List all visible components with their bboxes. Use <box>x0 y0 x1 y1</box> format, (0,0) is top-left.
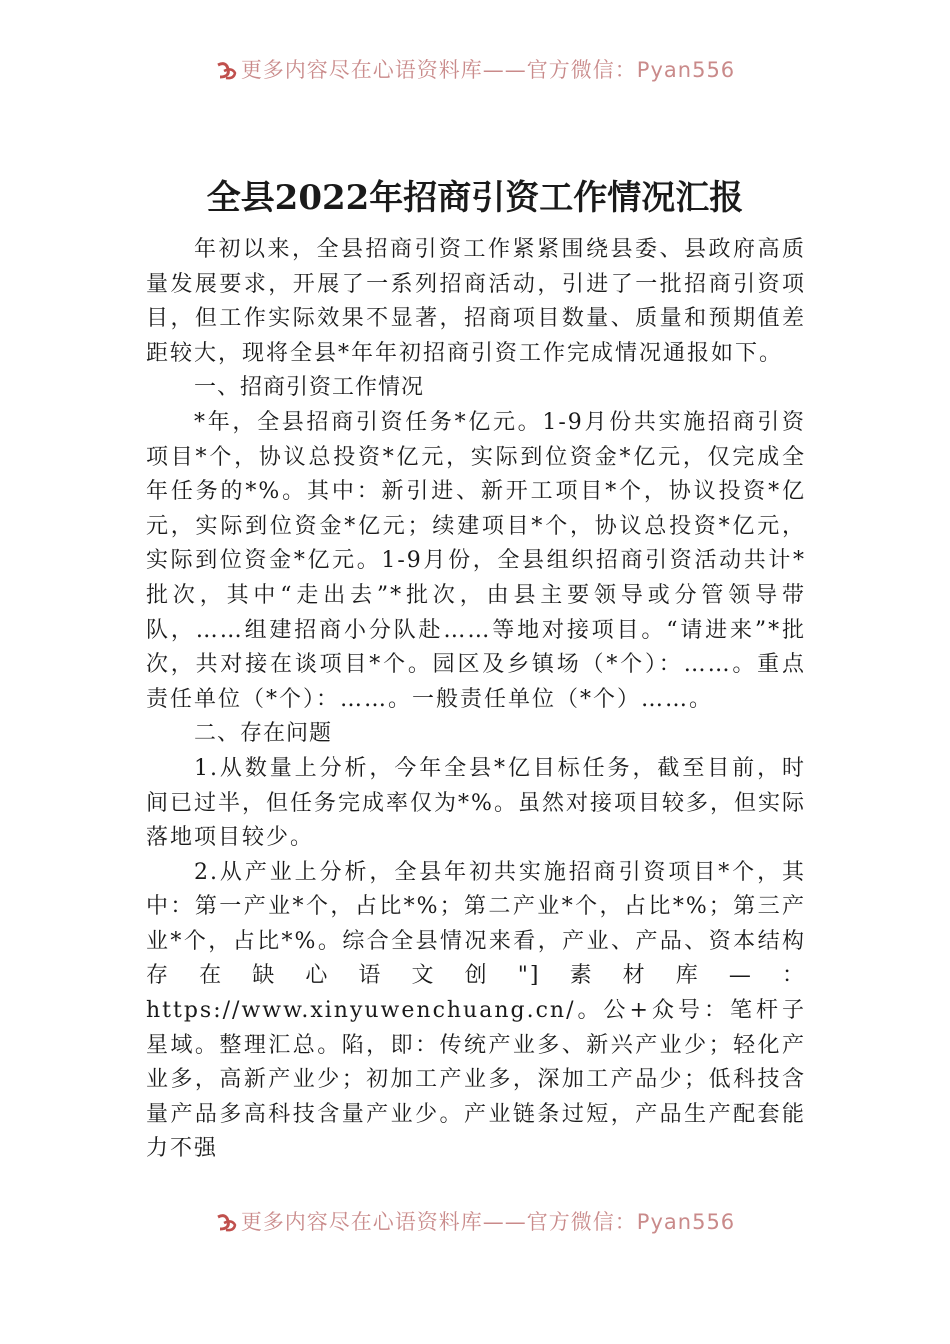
page-title: 全县2022年招商引资工作情况汇报 <box>206 178 744 218</box>
section-1-paragraph: *年，全县招商引资任务*亿元。1-9月份共实施招商引资项目*个，协议总投资*亿元，实际到位资金*亿元，仅完成全年任务的*%。其中：新引进、新开工项目*个，协议投资*亿元，实际到位资金*亿元；续建项目*个，协议总投资*亿元，实际到位资金*亿元。1-9月份，全县组织招商引资活动共计*批次，其中“走出去”*批次，由县主要领导或分管领导带队，……组建招商小分队赴……等地对接项目。“请进来”*批次，共对接在谈项目*个。园区及乡镇场（*个）：……。重点责任单位（*个）：……。一般责任单位（*个）……。 <box>146 409 806 712</box>
watermark-header <box>0 58 950 82</box>
document-body <box>146 233 806 1167</box>
watermark-logo-icon <box>215 1214 237 1232</box>
problem-1-paragraph: 1.从数量上分析，今年全县*亿目标任务，截至目前，时间已过半，但任务完成率仅为*%。虽然对接项目较多，但实际落地项目较少。 <box>146 755 806 851</box>
section-heading-2: 二、存在问题 <box>194 721 333 747</box>
intro-paragraph: 年初以来，全县招商引资工作紧紧围绕县委、县政府高质量发展要求，开展了一系列招商活动，引进了一批招商引资项目，但工作实际效果不显著，招商项目数量、质量和预期值差距较大，现将全县*年年初招商引资工作完成情况通报如下。 <box>146 237 806 366</box>
section-heading-1: 一、招商引资工作情况 <box>194 375 425 401</box>
watermark-footer <box>0 1210 950 1234</box>
watermark-text: 更多内容尽在心语资料库——官方微信：Pyan556 <box>240 58 736 82</box>
watermark-logo-icon <box>215 62 237 80</box>
problem-2-paragraph: 2.从产业上分析，全县年初共实施招商引资项目*个，其中：第一产业*个，占比*%；第二产业*个，占比*%；第三产业*个，占比*%。综合全县情况来看，产业、产品、资本结构存在缺心语文创"]素材库—：https://www.xinyuwenchuang.cn/。公+众号：笔杆子星域。整理汇总。陷，即：传统产业多、新兴产业少；轻化产业多，高新产业少；初加工产业多，深加工产品少；低科技含量产品多高科技含量产业少。产业链条过短，产品生产配套能力不强 <box>146 859 806 1162</box>
watermark-text: 更多内容尽在心语资料库——官方微信：Pyan556 <box>240 1210 736 1234</box>
